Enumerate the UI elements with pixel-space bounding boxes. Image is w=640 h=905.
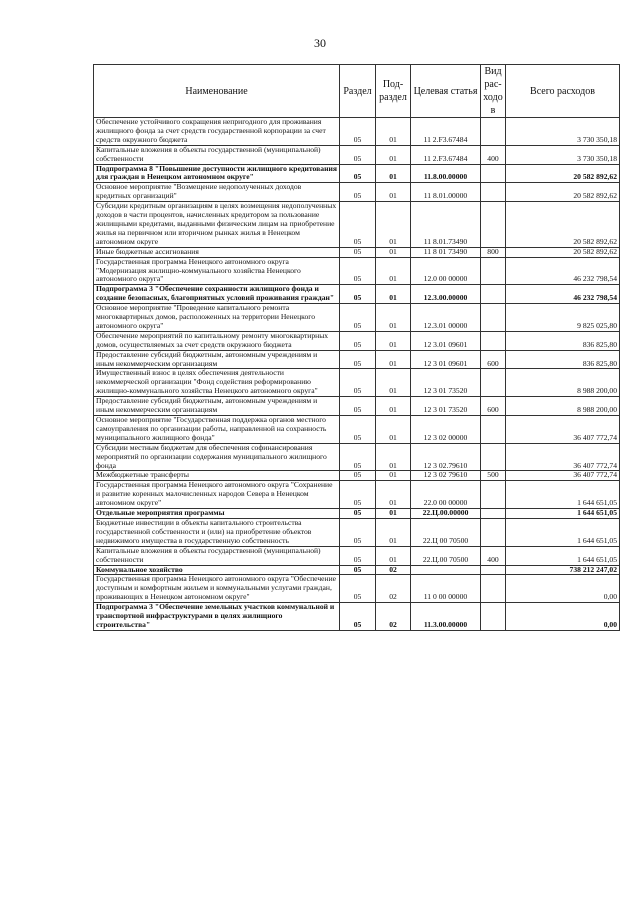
row-target-article: 11 8.01.00000 <box>411 183 481 202</box>
row-target-article: 11 2.F3.67484 <box>411 118 481 146</box>
row-expense-type <box>481 118 506 146</box>
row-target-article: 12 3 02 00000 <box>411 416 481 444</box>
row-subsection: 01 <box>376 118 411 146</box>
header-section: Раздел <box>340 65 376 118</box>
row-name: Основное мероприятие "Возмещение недополученных доходов кредитных организаций" <box>94 183 340 202</box>
table-row <box>94 202 620 248</box>
row-subsection: 01 <box>376 257 411 285</box>
table-row <box>94 397 620 416</box>
row-name: Подпрограмма 3 "Обеспечение земельных участков коммунальной и транспортной инфраструктурами в целях жилищного строительства" <box>94 603 340 631</box>
row-target-article: 11 8 01 73490 <box>411 247 481 257</box>
row-subsection: 01 <box>376 202 411 248</box>
row-name: Обеспечение устойчивого сокращения непригодного для проживания жилищного фонда за счет средств государственной корпорации за счет средств окружного бюджета <box>94 118 340 146</box>
header-row <box>94 65 620 118</box>
header-total: Всего расходов <box>506 65 620 118</box>
header-type: Вид рас-ходов <box>481 65 506 118</box>
row-subsection: 02 <box>376 575 411 603</box>
header-subsection: Под-раздел <box>376 65 411 118</box>
row-subsection: 01 <box>376 509 411 519</box>
row-amount: 3 730 350,18 <box>506 118 620 146</box>
row-expense-type <box>481 331 506 350</box>
row-target-article: 12 3 01 73520 <box>411 369 481 397</box>
row-amount: 0,00 <box>506 603 620 631</box>
row-subsection: 01 <box>376 369 411 397</box>
row-section: 05 <box>340 247 376 257</box>
row-amount: 0,00 <box>506 575 620 603</box>
table-row <box>94 518 620 546</box>
row-expense-type <box>481 304 506 332</box>
row-section: 05 <box>340 257 376 285</box>
row-expense-type <box>481 518 506 546</box>
row-subsection: 01 <box>376 471 411 481</box>
row-target-article: 11 0 00 00000 <box>411 575 481 603</box>
row-expense-type <box>481 575 506 603</box>
table-row <box>94 509 620 519</box>
row-target-article: 11.8.00.00000 <box>411 164 481 183</box>
row-subsection: 01 <box>376 350 411 369</box>
row-section: 05 <box>340 565 376 575</box>
row-amount: 36 407 772,74 <box>506 416 620 444</box>
row-expense-type: 400 <box>481 546 506 565</box>
row-name: Капитальные вложения в объекты государственной (муниципальной) собственности <box>94 145 340 164</box>
row-amount: 36 407 772,74 <box>506 471 620 481</box>
row-section: 05 <box>340 546 376 565</box>
row-amount: 8 988 200,00 <box>506 369 620 397</box>
row-section: 05 <box>340 304 376 332</box>
row-target-article: 12 3 01 73520 <box>411 397 481 416</box>
row-subsection: 01 <box>376 304 411 332</box>
row-section: 05 <box>340 202 376 248</box>
row-name: Субсидии кредитным организациям в целях возмещения недополученных доходов в части процентов, начисленных кредитором за пользование жилищными кредитами, выданными физическим лицам на приобретение жилья на первичном или вторичном рынках жилья в Ненецком автономном округе <box>94 202 340 248</box>
row-expense-type: 400 <box>481 145 506 164</box>
row-target-article: 12 3.01 09601 <box>411 331 481 350</box>
row-target-article: 11 2.F3.67484 <box>411 145 481 164</box>
row-section: 05 <box>340 145 376 164</box>
row-section: 05 <box>340 416 376 444</box>
row-section: 05 <box>340 183 376 202</box>
row-name: Основное мероприятие "Государственная поддержка органов местного самоуправления по организации работы, направленной на сохранность муниципального жилищного фонда" <box>94 416 340 444</box>
row-amount: 9 825 025,80 <box>506 304 620 332</box>
row-name: Государственная программа Ненецкого автономного округа "Модернизация жилищно-коммунального хозяйства Ненецкого автономного округа" <box>94 257 340 285</box>
row-amount: 20 582 892,62 <box>506 202 620 248</box>
row-expense-type <box>481 416 506 444</box>
row-name: Бюджетные инвестиции в объекты капитального строительства государственной собственности и (или) на приобретение объектов недвижимого имущества в государственную собственность <box>94 518 340 546</box>
row-target-article <box>411 565 481 575</box>
row-name: Коммунальное хозяйство <box>94 565 340 575</box>
row-expense-type <box>481 481 506 509</box>
row-target-article: 12 3 02.79610 <box>411 443 481 471</box>
row-target-article: 22.Ц.00.00000 <box>411 509 481 519</box>
row-subsection: 01 <box>376 518 411 546</box>
row-name: Иные бюджетные ассигнования <box>94 247 340 257</box>
row-subsection: 01 <box>376 397 411 416</box>
table-row <box>94 304 620 332</box>
row-amount: 738 212 247,02 <box>506 565 620 575</box>
row-section: 05 <box>340 481 376 509</box>
row-expense-type: 600 <box>481 350 506 369</box>
row-name: Подпрограмма 8 "Повышение доступности жилищного кредитования для граждан в Ненецком автономном округе" <box>94 164 340 183</box>
row-target-article: 11 8.01.73490 <box>411 202 481 248</box>
table-row <box>94 575 620 603</box>
budget-table <box>93 64 620 631</box>
row-expense-type <box>481 565 506 575</box>
row-amount: 1 644 651,05 <box>506 509 620 519</box>
table-row <box>94 416 620 444</box>
row-name: Капитальные вложения в объекты государственной (муниципальной) собственности <box>94 546 340 565</box>
table-row <box>94 285 620 304</box>
row-target-article: 22.0 00 00000 <box>411 481 481 509</box>
row-section: 05 <box>340 509 376 519</box>
row-expense-type <box>481 285 506 304</box>
row-section: 05 <box>340 518 376 546</box>
row-name: Отдельные мероприятия программы <box>94 509 340 519</box>
row-section: 05 <box>340 164 376 183</box>
row-target-article: 12.3.01 00000 <box>411 304 481 332</box>
row-section: 05 <box>340 118 376 146</box>
row-name: Субсидии местным бюджетам для обеспечения софинансирования мероприятий по организации содержания муниципального жилищного фонда <box>94 443 340 471</box>
row-amount: 36 407 772,74 <box>506 443 620 471</box>
row-amount: 46 232 798,54 <box>506 257 620 285</box>
row-subsection: 01 <box>376 285 411 304</box>
header-target: Целевая статья <box>411 65 481 118</box>
row-subsection: 01 <box>376 247 411 257</box>
row-target-article: 22.Ц 00 70500 <box>411 518 481 546</box>
row-name: Имущественный взнос в целях обеспечения деятельности некоммерческой организации "Фонд содействия реформированию жилищно-коммунального хозяйства Ненецкого автономного округа" <box>94 369 340 397</box>
table-row <box>94 257 620 285</box>
page-number: 30 <box>314 36 326 50</box>
table-row <box>94 331 620 350</box>
row-section: 05 <box>340 603 376 631</box>
row-subsection: 02 <box>376 603 411 631</box>
row-target-article: 11.3.00.00000 <box>411 603 481 631</box>
row-subsection: 01 <box>376 331 411 350</box>
row-section: 05 <box>340 285 376 304</box>
table-row <box>94 603 620 631</box>
row-name: Подпрограмма 3 "Обеспечение сохранности жилищного фонда и создание безопасных, благоприятных условий проживания граждан" <box>94 285 340 304</box>
row-target-article: 12 3 01 09601 <box>411 350 481 369</box>
row-name: Обеспечение мероприятий по капитальному ремонту многоквартирных домов, осуществляемых за счет средств окружного бюджета <box>94 331 340 350</box>
row-subsection: 01 <box>376 546 411 565</box>
row-section: 05 <box>340 575 376 603</box>
row-amount: 20 582 892,62 <box>506 247 620 257</box>
row-expense-type <box>481 257 506 285</box>
row-amount: 3 730 350,18 <box>506 145 620 164</box>
table-row <box>94 183 620 202</box>
header-name: Наименование <box>94 65 340 118</box>
row-expense-type <box>481 443 506 471</box>
row-name: Основное мероприятие "Проведение капитального ремонта многоквартирных домов, расположенных на территории Ненецкого автономного округа" <box>94 304 340 332</box>
table-row <box>94 247 620 257</box>
row-amount: 20 582 892,62 <box>506 164 620 183</box>
row-section: 05 <box>340 369 376 397</box>
table-row <box>94 118 620 146</box>
row-subsection: 02 <box>376 565 411 575</box>
row-name: Государственная программа Ненецкого автономного округа "Сохранение и развитие коренных малочисленных народов Севера в Ненецком автономном округе" <box>94 481 340 509</box>
row-expense-type <box>481 509 506 519</box>
row-section: 05 <box>340 350 376 369</box>
row-target-article: 22.Ц.00 70500 <box>411 546 481 565</box>
row-amount: 836 825,80 <box>506 350 620 369</box>
row-expense-type <box>481 369 506 397</box>
row-amount: 20 582 892,62 <box>506 183 620 202</box>
row-name: Предоставление субсидий бюджетным, автономным учреждениям и иным некоммерческим организациям <box>94 350 340 369</box>
table-row <box>94 565 620 575</box>
row-name: Межбюджетные трансферты <box>94 471 340 481</box>
row-target-article: 12.0 00 00000 <box>411 257 481 285</box>
row-subsection: 01 <box>376 481 411 509</box>
row-target-article: 12 3 02 79610 <box>411 471 481 481</box>
row-expense-type <box>481 202 506 248</box>
table-row <box>94 164 620 183</box>
row-subsection: 01 <box>376 145 411 164</box>
row-amount: 1 644 651,05 <box>506 481 620 509</box>
row-amount: 46 232 798,54 <box>506 285 620 304</box>
row-expense-type: 600 <box>481 397 506 416</box>
table-row <box>94 471 620 481</box>
row-section: 05 <box>340 443 376 471</box>
row-subsection: 01 <box>376 164 411 183</box>
table-row <box>94 546 620 565</box>
row-amount: 836 825,80 <box>506 331 620 350</box>
row-section: 05 <box>340 471 376 481</box>
row-expense-type: 800 <box>481 247 506 257</box>
row-subsection: 01 <box>376 183 411 202</box>
table-row <box>94 145 620 164</box>
row-expense-type <box>481 603 506 631</box>
row-section: 05 <box>340 397 376 416</box>
table-row <box>94 443 620 471</box>
table-row <box>94 369 620 397</box>
table-row <box>94 481 620 509</box>
row-subsection: 01 <box>376 443 411 471</box>
table-row <box>94 350 620 369</box>
row-expense-type <box>481 164 506 183</box>
row-expense-type: 500 <box>481 471 506 481</box>
row-section: 05 <box>340 331 376 350</box>
row-amount: 1 644 651,05 <box>506 546 620 565</box>
row-amount: 1 644 651,05 <box>506 518 620 546</box>
row-amount: 8 988 200,00 <box>506 397 620 416</box>
row-subsection: 01 <box>376 416 411 444</box>
row-expense-type <box>481 183 506 202</box>
row-name: Государственная программа Ненецкого автономного округа "Обеспечение доступным и комфортным жильем и коммунальными услугами граждан, проживающих в Ненецком автономном округе" <box>94 575 340 603</box>
row-name: Предоставление субсидий бюджетным, автономным учреждениям и иным некоммерческим организациям <box>94 397 340 416</box>
row-target-article: 12.3.00.00000 <box>411 285 481 304</box>
